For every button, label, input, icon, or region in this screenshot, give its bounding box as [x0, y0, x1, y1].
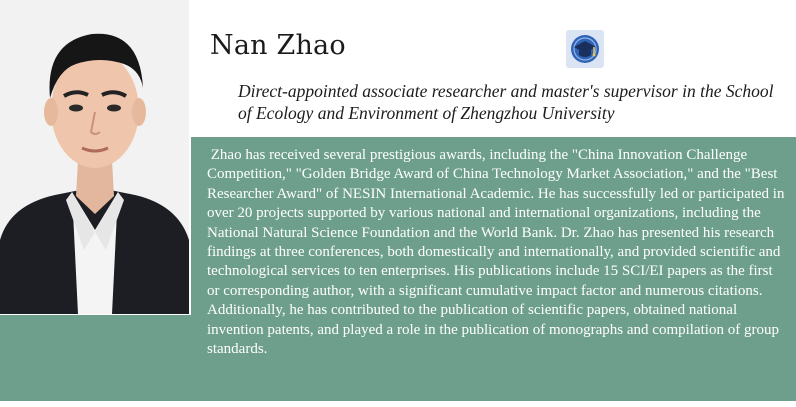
portrait-photo — [0, 0, 189, 314]
bottom-strip — [0, 401, 796, 407]
bio-text: Zhao has received several prestigious awards, including the "China Innovation Challenge Competition," "Golden Bridge Award of China Technology Market Association," and the "Best Researcher Award" of NESIN International Academic. He has successfully led or participated in over 20 projects supported by various national and international organizations, including the National Natural Science Foundation and the World Bank. Dr. Zhao has presented his research findings at three conferences, both domestically and internationally, and provided scientific and technological services to ten enterprises. His publications include 15 SCI/EI papers as the first or corresponding author, with a significant cumulative impact factor and numerous citations. Additionally, he has contributed to the publication of scientific papers, obtained national invention patents, and played a role in the publication of monographs and compilation of group standards. — [207, 147, 789, 358]
graduation-cap-logo-icon — [566, 30, 604, 68]
position-subtitle: Direct-appointed associate researcher and master's supervisor in the School of Ecology and Environment of Zhengzhou University — [238, 81, 774, 123]
person-name: Nan Zhao — [210, 30, 346, 61]
